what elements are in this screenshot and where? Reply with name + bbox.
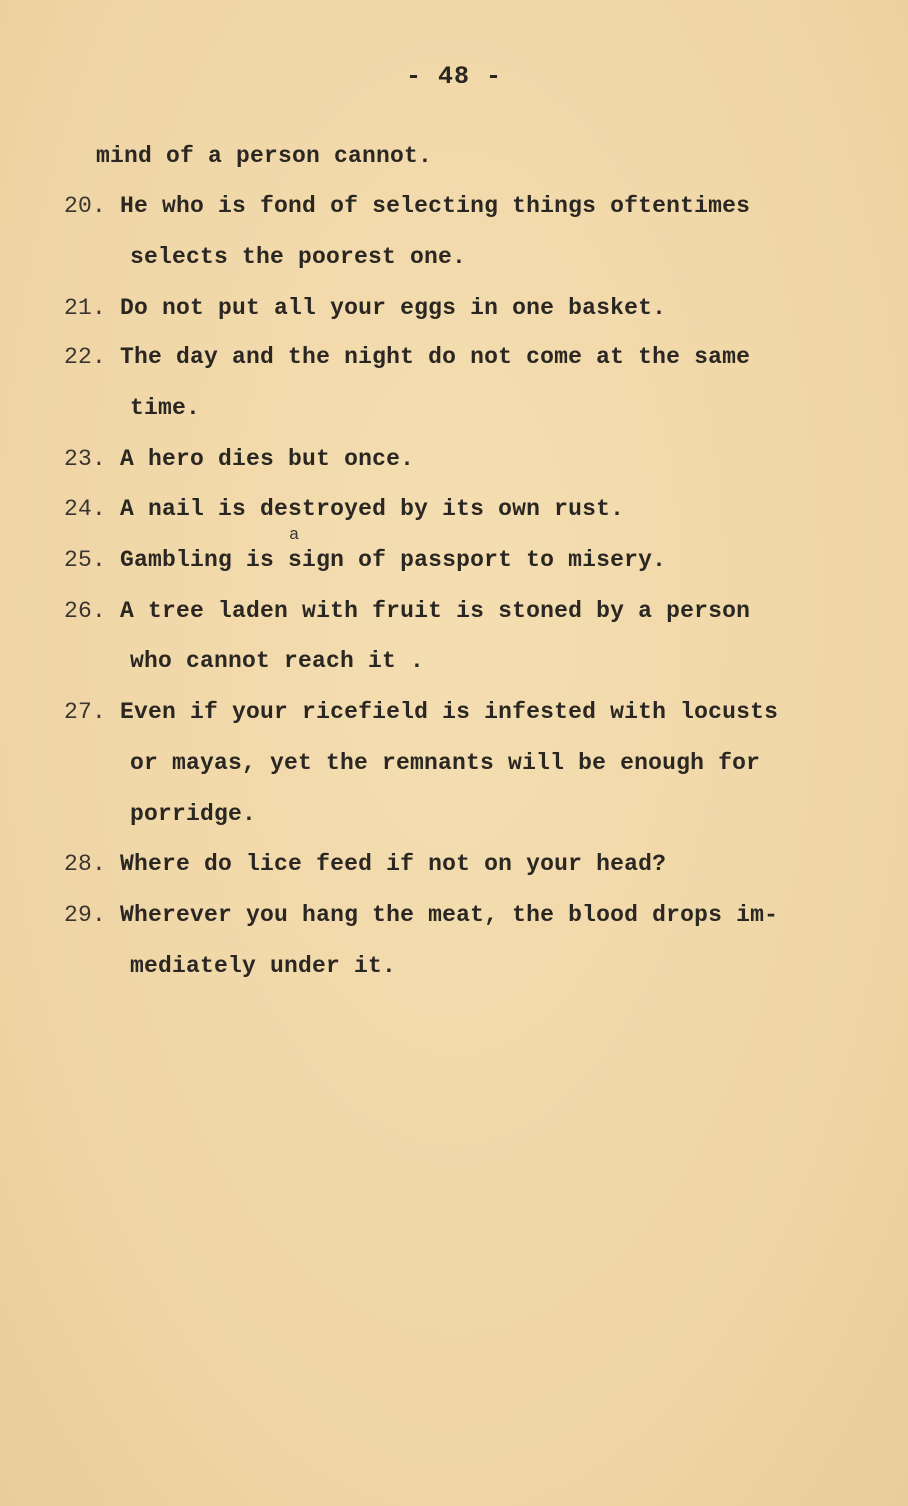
line-text: A tree laden with fruit is stoned by a person — [120, 598, 751, 624]
proverb-line — [64, 496, 624, 522]
proverb-line — [130, 395, 200, 421]
proverb-number: 27. — [64, 699, 107, 725]
line-text: Wherever you hang the meat, the blood drops im- — [120, 902, 779, 928]
proverb-line — [130, 801, 256, 827]
proverb-line — [64, 344, 750, 370]
line-text: He who is fond of selecting things oftentimes — [120, 193, 751, 219]
proverb-number: 26. — [64, 598, 107, 624]
line-text: or mayas, yet the remnants will be enough for — [130, 750, 761, 776]
line-text: selects the poorest one. — [130, 244, 467, 270]
proverb-line — [64, 902, 778, 928]
line-text: Where do lice feed if not on your head? — [120, 851, 667, 877]
proverb-line — [130, 953, 396, 979]
proverb-line — [64, 547, 666, 573]
line-text: Even if your ricefield is infested with locusts — [120, 699, 779, 725]
proverb-line — [64, 851, 666, 877]
page-number: - 48 - — [405, 62, 502, 91]
proverb-number: 20. — [64, 193, 107, 219]
handwritten-insertion: a — [289, 526, 300, 545]
line-text: A nail is destroyed by its own rust. — [120, 496, 625, 522]
proverb-number: 24. — [64, 496, 107, 522]
proverb-number: 28. — [64, 851, 107, 877]
proverb-number: 21. — [64, 295, 107, 321]
proverb-number: 25. — [64, 547, 107, 573]
line-text: The day and the night do not come at the same — [120, 344, 751, 370]
proverb-line — [64, 193, 750, 219]
line-text: who cannot reach it . — [130, 648, 425, 674]
proverb-number: 29. — [64, 902, 107, 928]
proverb-line — [96, 143, 432, 169]
proverb-line — [130, 648, 424, 674]
line-text: porridge. — [130, 801, 257, 827]
line-text: time. — [130, 395, 201, 421]
proverb-line — [64, 598, 750, 624]
proverb-number: 23. — [64, 446, 107, 472]
proverb-line — [64, 446, 414, 472]
proverb-number: 22. — [64, 344, 107, 370]
proverb-line — [64, 295, 666, 321]
proverb-line — [130, 750, 760, 776]
line-text: mediately under it. — [130, 953, 397, 979]
proverb-line — [64, 699, 778, 725]
line-text: A hero dies but once. — [120, 446, 415, 472]
line-text: Gambling is sign of passport to misery. — [120, 547, 667, 573]
proverb-line — [130, 244, 466, 270]
line-text: Do not put all your eggs in one basket. — [120, 295, 667, 321]
line-text: mind of a person cannot. — [96, 143, 433, 169]
